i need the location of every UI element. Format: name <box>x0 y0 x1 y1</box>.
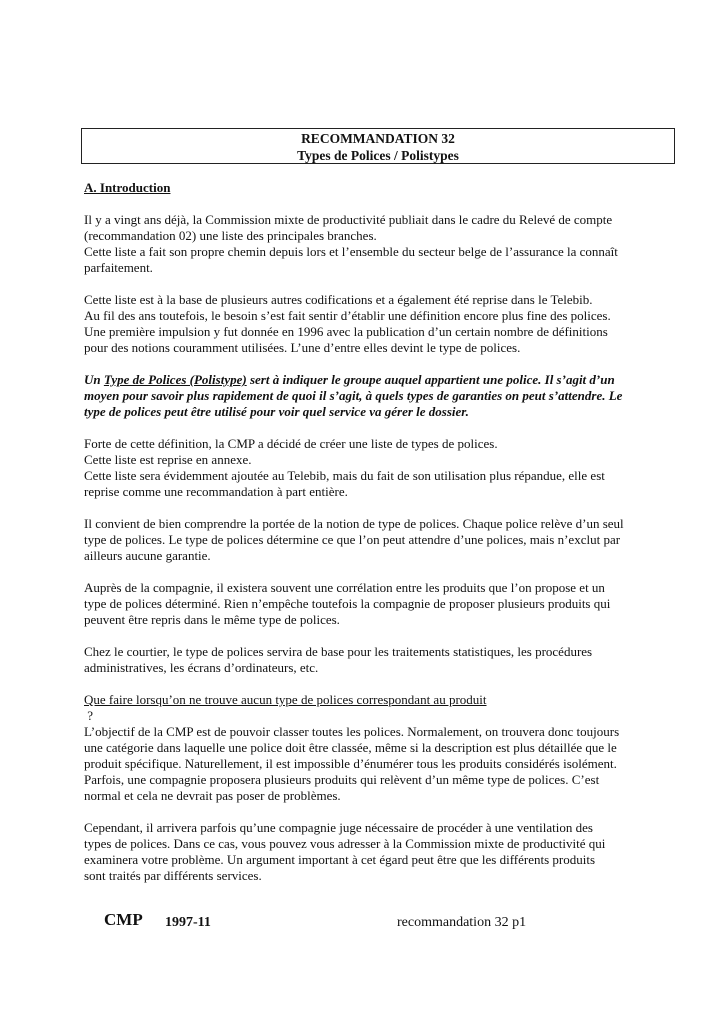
definition-rest: sert à indiquer le groupe auquel appartient une police. Il s’agit d’un <box>246 372 615 387</box>
text-line: Au fil des ans toutefois, le besoin s’est fait sentir d’établir une définition encore plus fine des polices. <box>84 308 611 323</box>
definition-prefix: Un <box>84 372 104 387</box>
definition-term: Type de Polices (Polistype) <box>103 372 247 387</box>
paragraph-7 <box>84 644 676 676</box>
text-line: pour des notions couramment utilisées. L’une d’entre elles devint le type de polices. <box>84 340 521 355</box>
text-line: Cependant, il arrivera parfois qu’une compagnie juge nécessaire de procéder à une ventilation des <box>84 820 593 835</box>
text-line: types de polices. Dans ce cas, vous pouvez vous adresser à la Commission mixte de productivité qui <box>84 836 606 851</box>
text-line <box>84 372 676 388</box>
text-line: normal et cela ne devrait pas poser de problèmes. <box>84 788 341 803</box>
text-line: peuvent être repris dans le même type de polices. <box>84 612 340 627</box>
text-line: type de polices déterminé. Rien n’empêche toutefois la compagnie de proposer plusieurs produits qui <box>84 596 611 611</box>
paragraph-2 <box>84 292 676 356</box>
paragraph-6 <box>84 580 676 628</box>
question-heading: Que faire lorsqu’on ne trouve aucun type de polices correspondant au produit <box>84 692 487 707</box>
text-line: (recommandation 02) une liste des principales branches. <box>84 228 377 243</box>
footer-org: CMP <box>104 910 143 929</box>
document-subtitle: Types de Polices / Polistypes <box>297 148 459 163</box>
text-line: sont traités par différents services. <box>84 868 262 883</box>
text-line: Cette liste est à la base de plusieurs autres codifications et a également été reprise dans le Telebib. <box>84 292 593 307</box>
text-line: ailleurs aucune garantie. <box>84 548 211 563</box>
text-line: Cette liste est reprise en annexe. <box>84 452 252 467</box>
footer-date: 1997-11 <box>165 915 211 930</box>
text-line: L’objectif de la CMP est de pouvoir classer toutes les polices. Normalement, on trouvera donc toujours <box>84 724 620 739</box>
text-line: type de polices peut être utilisé pour voir quel service va gérer le dossier. <box>84 404 469 419</box>
text-line: Forte de cette définition, la CMP a décidé de créer une liste de types de polices. <box>84 436 498 451</box>
title-box <box>81 128 675 164</box>
text-line: Cette liste a fait son propre chemin depuis lors et l’ensemble du secteur belge de l’assurance la connaît <box>84 244 618 259</box>
question-block <box>84 692 676 724</box>
paragraph-8 <box>84 724 676 804</box>
text-line: Parfois, une compagnie proposera plusieurs produits qui relèvent d’un même type de polices. C’est <box>84 772 600 787</box>
text-line: type de polices. Le type de polices détermine ce que l’on peut attendre d’une polices, mais n’exclut par <box>84 532 621 547</box>
paragraph-4 <box>84 436 676 500</box>
section-heading-introduction: A. Introduction <box>84 180 171 195</box>
text-line: administratives, les écrans d’ordinateurs, etc. <box>84 660 319 675</box>
text-line: moyen pour savoir plus rapidement de quoi il s’agit, à quels types de garanties on peut s’attendre. Le <box>84 388 623 403</box>
text-line: Auprès de la compagnie, il existera souvent une corrélation entre les produits que l’on propose et un <box>84 580 605 595</box>
page-footer <box>0 912 724 934</box>
document-title: RECOMMANDATION 32 <box>301 131 455 146</box>
question-mark: ? <box>84 708 94 723</box>
text-line: une catégorie dans laquelle une police doit être classée, même si la description est plus détaillée que le <box>84 740 617 755</box>
text-line: Cette liste sera évidemment ajoutée au Telebib, mais du fait de son utilisation plus répandue, elle est <box>84 468 605 483</box>
text-line: examinera votre problème. Un argument important à cet égard peut être que les différents produits <box>84 852 596 867</box>
text-line: Il convient de bien comprendre la portée de la notion de type de polices. Chaque police relève d’un seul <box>84 516 624 531</box>
paragraph-9 <box>84 820 676 884</box>
paragraph-5 <box>84 516 676 564</box>
text-line: Il y a vingt ans déjà, la Commission mixte de productivité publiait dans le cadre du Relevé de compte <box>84 212 613 227</box>
text-line: reprise comme une recommandation à part entière. <box>84 484 348 499</box>
document-body <box>84 180 676 900</box>
text-line: Une première impulsion y fut donnée en 1996 avec la publication d’un certain nombre de définitions <box>84 324 608 339</box>
paragraph-1 <box>84 212 676 276</box>
definition-paragraph <box>84 372 676 420</box>
footer-reference: recommandation 32 p1 <box>397 915 527 930</box>
text-line: Chez le courtier, le type de polices servira de base pour les traitements statistiques, les procédures <box>84 644 593 659</box>
text-line: parfaitement. <box>84 260 153 275</box>
text-line: produit spécifique. Naturellement, il est impossible d’énumérer tous les produits considérés isolément. <box>84 756 617 771</box>
